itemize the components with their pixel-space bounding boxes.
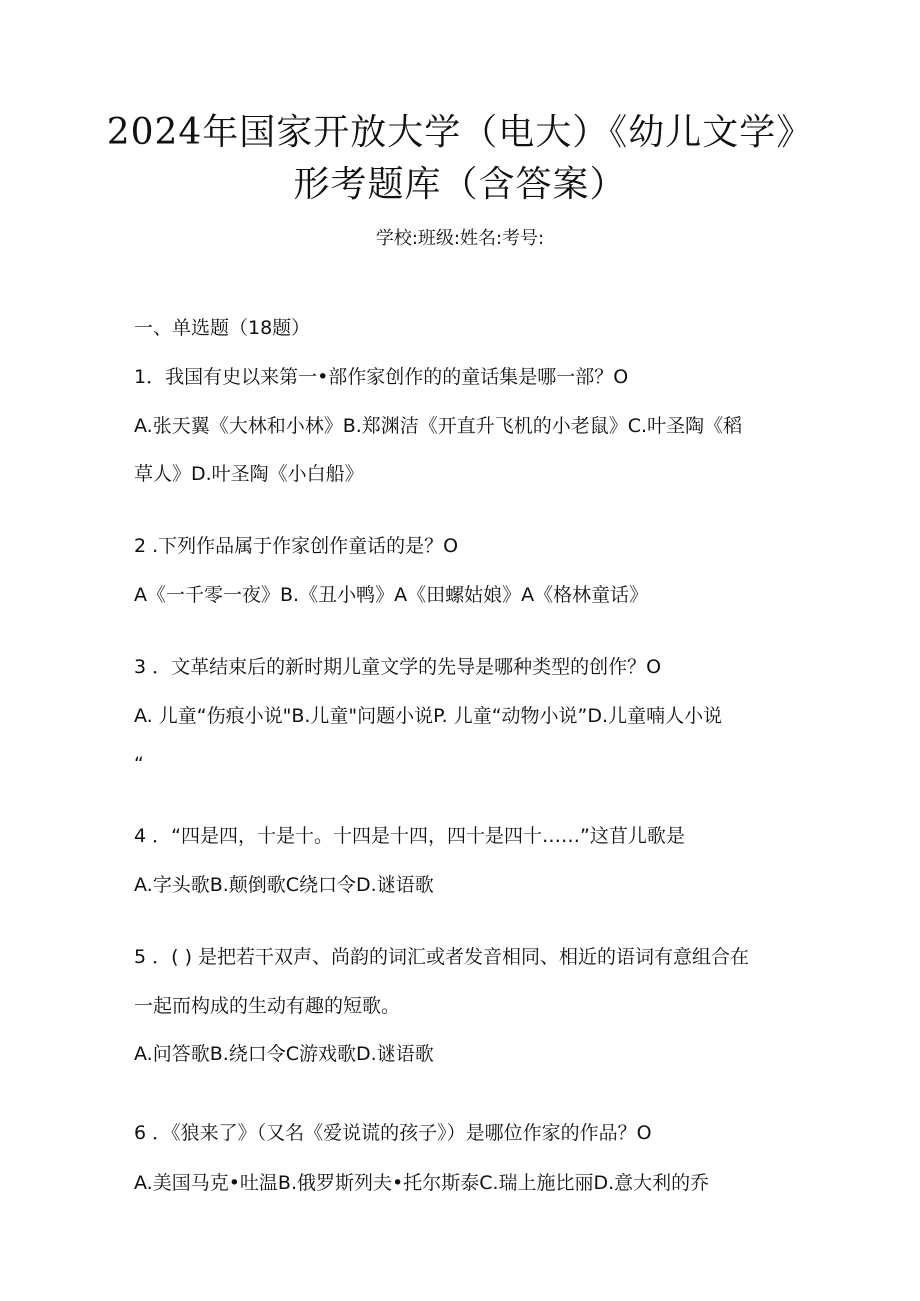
question-3-options: A. 儿童“伤痕小说"B.儿童"问题小说P. 儿童“动物小说”D.儿童喃人小说 [134, 705, 723, 727]
question-3-options-cont: “ [134, 753, 144, 775]
question-4-stem: 4 ．“四是四，十是十。十四是十四，四十是四十……”这苜儿歌是 [134, 825, 685, 847]
question-3-stem: 3 ．文革结束后的新时期儿童文学的先导是哪种类型的创作？O [134, 656, 662, 678]
question-1-options-cont: 草人》D.叶圣陶《小白船》 [134, 463, 364, 485]
question-2-stem: 2 .下列作品属于作家创作童话的是？O [134, 535, 459, 557]
question-5-stem: 5 ．( ) 是把若干双声、尚韵的词汇或者发音相同、相近的语词有意组合在 [134, 946, 750, 968]
question-5-stem-cont: 一起而构成的生动有趣的短歌。 [134, 995, 401, 1017]
question-1-stem: 1．我国有史以来第一•部作家创作的的童话集是哪一部？O [134, 366, 629, 388]
question-6-options: A.美国马克•吐温B.俄罗斯列夫•托尔斯泰C.瑞上施比丽D.意大利的乔 [134, 1172, 710, 1194]
question-6-stem: 6 ．《狼来了》（又名《爱说谎的孩子》）是哪位作家的作品？O [134, 1122, 652, 1144]
student-info-line: 学校:班级:姓名:考号: [375, 228, 545, 249]
question-4-options: A.字头歌B.颠倒歌C绕口令D.谜语歌 [134, 874, 434, 896]
document-title-line-2: 形考题库（含答案） [293, 164, 627, 205]
document-title-line-1: 2024年国家开放大学（电大）《幼儿文学》 [106, 112, 814, 153]
question-2-options: A《一千零一夜》B.《丑小鸭》A《田螺姑娘》A《格林童话》 [134, 584, 649, 606]
section-heading: 一、单选题（18题） [134, 317, 311, 339]
question-1-options: A.张天翼《大林和小林》B.郑渊洁《开直升飞机的小老鼠》C.叶圣陶《稻 [134, 415, 743, 437]
question-5-options: A.问答歌B.绕口令C游戏歌D.谜语歌 [134, 1043, 434, 1065]
